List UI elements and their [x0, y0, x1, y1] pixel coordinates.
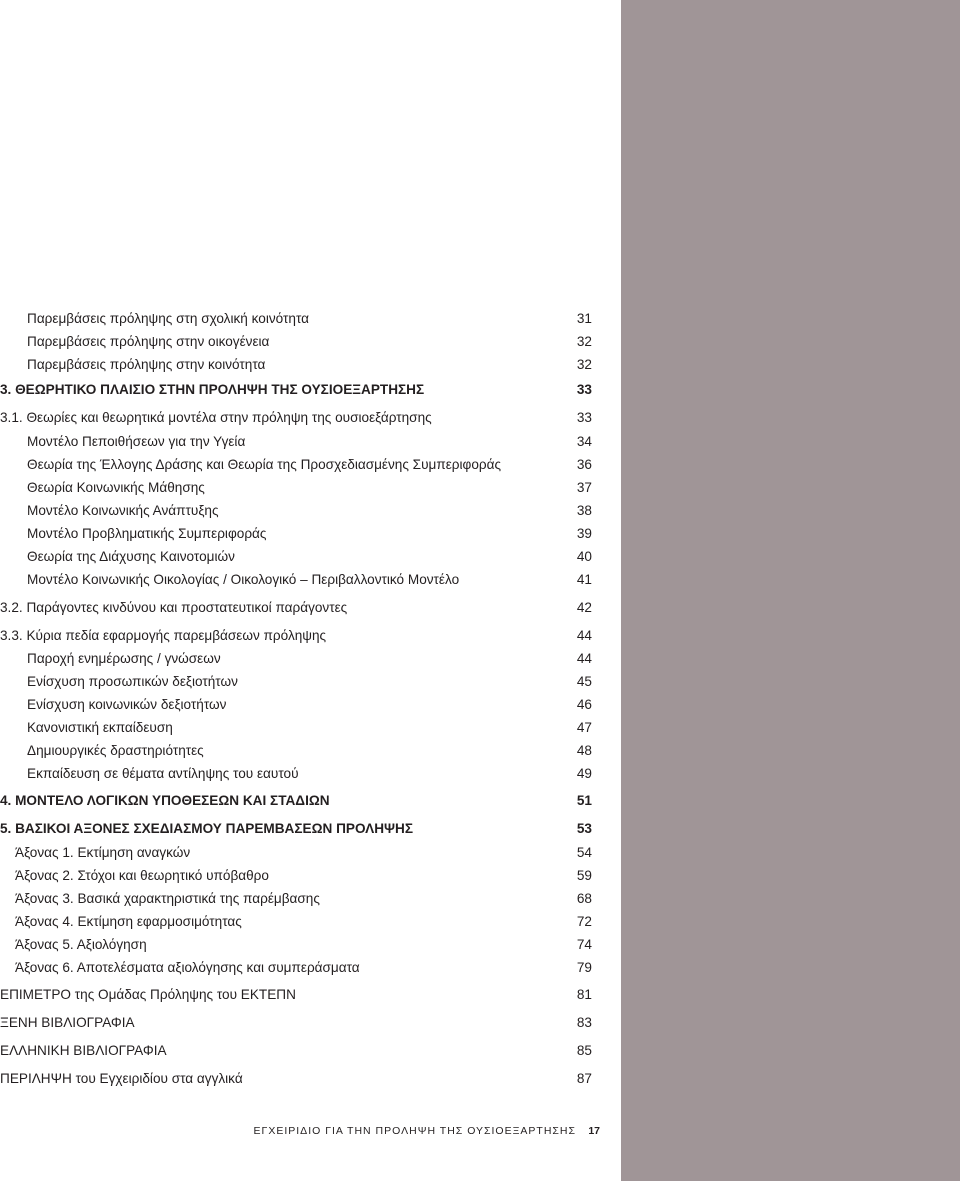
toc-entry-label: Άξονας 5. Αξιολόγηση: [15, 937, 147, 952]
toc-entry[interactable]: [0, 888, 592, 910]
toc-entry[interactable]: [0, 717, 592, 739]
running-title: ΕΓΧΕΙΡΙΔΙΟ ΓΙΑ ΤΗΝ ΠΡΟΛΗΨΗ ΤΗΣ ΟΥΣΙΟΕΞΑΡΤΗΣΗΣ: [253, 1125, 576, 1137]
toc-section[interactable]: [0, 597, 592, 619]
toc-entry[interactable]: [0, 694, 592, 716]
toc-entry-page: 38: [576, 503, 592, 518]
toc-entry-page: 79: [576, 960, 592, 975]
toc-chapter[interactable]: [0, 1040, 592, 1062]
toc-entry-page: 47: [576, 720, 592, 735]
toc-entry-page: 46: [576, 697, 592, 712]
toc-entry[interactable]: [0, 865, 592, 887]
toc-chapter-label: 5. ΒΑΣΙΚΟΙ ΑΞΟΝΕΣ ΣΧΕΔΙΑΣΜΟΥ ΠΑΡΕΜΒΑΣΕΩΝ ΠΡΟΛΗΨΗΣ: [0, 821, 414, 836]
toc-chapter-page: 87: [576, 1071, 592, 1086]
toc-chapter-page: 85: [576, 1043, 592, 1058]
toc-section-page: 44: [576, 628, 592, 643]
toc-entry[interactable]: [0, 934, 592, 956]
toc-entry-label: Παροχή ενημέρωσης / γνώσεων: [27, 651, 221, 666]
toc-entry[interactable]: [0, 671, 592, 693]
toc-chapter[interactable]: [0, 379, 592, 401]
toc-entry-page: 37: [576, 480, 592, 495]
toc-entry-label: Μοντέλο Προβληματικής Συμπεριφοράς: [27, 526, 267, 541]
toc-entry[interactable]: [0, 763, 592, 785]
toc-entry-page: 74: [576, 937, 592, 952]
toc-entry-label: Θεωρία της Διάχυσης Καινοτομιών: [27, 549, 235, 564]
toc-entry-page: 49: [576, 766, 592, 781]
toc-chapter-label: ΕΛΛΗΝΙΚΗ ΒΙΒΛΙΟΓΡΑΦΙΑ: [0, 1043, 167, 1058]
toc-entry[interactable]: [0, 546, 592, 568]
toc-chapter-label: 4. ΜΟΝΤΕΛΟ ΛΟΓΙΚΩΝ ΥΠΟΘΕΣΕΩΝ ΚΑΙ ΣΤΑΔΙΩΝ: [0, 793, 330, 808]
toc-entry-label: Ενίσχυση κοινωνικών δεξιοτήτων: [27, 697, 227, 712]
toc-section[interactable]: [0, 625, 592, 647]
toc-section-page: 33: [576, 410, 592, 425]
toc-section-label: 3.2. Παράγοντες κινδύνου και προστατευτικοί παράγοντες: [0, 600, 348, 615]
toc-entry-page: 36: [576, 457, 592, 472]
toc-entry-label: Μοντέλο Πεποιθήσεων για την Υγεία: [27, 434, 246, 449]
toc-entry-page: 32: [576, 357, 592, 372]
toc-entry-page: 72: [576, 914, 592, 929]
toc-entry-label: Θεωρία Κοινωνικής Μάθησης: [27, 480, 205, 495]
toc-entry-page: 40: [576, 549, 592, 564]
toc-chapter[interactable]: [0, 1012, 592, 1034]
toc-entry-page: 45: [576, 674, 592, 689]
toc-entry[interactable]: [0, 331, 592, 353]
toc-entry[interactable]: [0, 842, 592, 864]
toc-entry-page: 54: [576, 845, 592, 860]
toc-entry[interactable]: [0, 431, 592, 453]
toc-entry-label: Θεωρία της Έλλογης Δράσης και Θεωρία της Προσχεδιασμένης Συμπεριφοράς: [27, 457, 502, 472]
toc-chapter[interactable]: [0, 984, 592, 1006]
toc-entry[interactable]: [0, 308, 592, 330]
toc-entry[interactable]: [0, 740, 592, 762]
toc-entry-page: 41: [576, 572, 592, 587]
side-color-band: [621, 0, 960, 1181]
toc-section-label: 3.1. Θεωρίες και θεωρητικά μοντέλα στην πρόληψη της ουσιοεξάρτησης: [0, 410, 432, 425]
toc-entry[interactable]: [0, 911, 592, 933]
toc-chapter-label: ΞΕΝΗ ΒΙΒΛΙΟΓΡΑΦΙΑ: [0, 1015, 135, 1030]
toc-entry-page: 31: [576, 311, 592, 326]
toc-entry[interactable]: [0, 957, 592, 979]
toc-chapter-page: 83: [576, 1015, 592, 1030]
toc-entry-label: Άξονας 6. Αποτελέσματα αξιολόγησης και συμπεράσματα: [15, 960, 360, 975]
toc-chapter-label: 3. ΘΕΩΡΗΤΙΚΟ ΠΛΑΙΣΙΟ ΣΤΗΝ ΠΡΟΛΗΨΗ ΤΗΣ ΟΥΣΙΟΕΞΑΡΤΗΣΗΣ: [0, 382, 425, 397]
toc-entry-page: 59: [576, 868, 592, 883]
toc-entry-label: Δημιουργικές δραστηριότητες: [27, 743, 204, 758]
toc-entry-label: Άξονας 2. Στόχοι και θεωρητικό υπόβαθρο: [15, 868, 269, 883]
toc-chapter-page: 81: [576, 987, 592, 1002]
toc-entry[interactable]: [0, 500, 592, 522]
toc-entry-label: Παρεμβάσεις πρόληψης στην οικογένεια: [27, 334, 270, 349]
toc-entry-page: 34: [576, 434, 592, 449]
toc-chapter-page: 53: [576, 821, 592, 836]
toc-entry-label: Παρεμβάσεις πρόληψης στη σχολική κοινότητα: [27, 311, 309, 326]
toc-entry-label: Μοντέλο Κοινωνικής Ανάπτυξης: [27, 503, 219, 518]
toc-section[interactable]: [0, 407, 592, 429]
toc-entry[interactable]: [0, 454, 592, 476]
toc-entry-page: 48: [576, 743, 592, 758]
toc-chapter[interactable]: [0, 790, 592, 812]
toc-entry[interactable]: [0, 477, 592, 499]
page-footer: [250, 1122, 600, 1140]
toc-entry-label: Άξονας 4. Εκτίμηση εφαρμοσιμότητας: [15, 914, 242, 929]
toc-entry[interactable]: [0, 354, 592, 376]
toc-section-label: 3.3. Κύρια πεδία εφαρμογής παρεμβάσεων πρόληψης: [0, 628, 327, 643]
toc-entry-label: Παρεμβάσεις πρόληψης στην κοινότητα: [27, 357, 266, 372]
toc-entry[interactable]: [0, 523, 592, 545]
toc-chapter-label: ΕΠΙΜΕΤΡΟ της Ομάδας Πρόληψης του ΕΚΤΕΠΝ: [0, 987, 296, 1002]
toc-entry-label: Ενίσχυση προσωπικών δεξιοτήτων: [27, 674, 238, 689]
toc-chapter[interactable]: [0, 818, 592, 840]
toc-chapter-label: ΠΕΡΙΛΗΨΗ του Εγχειριδίου στα αγγλικά: [0, 1071, 243, 1086]
toc-entry[interactable]: [0, 569, 592, 591]
page-number: 17: [588, 1125, 600, 1137]
toc-chapter-page: 33: [576, 382, 592, 397]
toc-entry-page: 32: [576, 334, 592, 349]
toc-section-page: 42: [576, 600, 592, 615]
toc-entry-label: Άξονας 3. Βασικά χαρακτηριστικά της παρέμβασης: [15, 891, 320, 906]
toc-entry-label: Μοντέλο Κοινωνικής Οικολογίας / Οικολογικό – Περιβαλλοντικό Μοντέλο: [27, 572, 460, 587]
toc-entry-label: Εκπαίδευση σε θέματα αντίληψης του εαυτού: [27, 766, 299, 781]
toc-entry-label: Άξονας 1. Εκτίμηση αναγκών: [15, 845, 191, 860]
toc-entry-page: 44: [576, 651, 592, 666]
toc-chapter[interactable]: [0, 1068, 592, 1090]
toc-entry-page: 39: [576, 526, 592, 541]
toc-chapter-page: 51: [576, 793, 592, 808]
toc-entry[interactable]: [0, 648, 592, 670]
toc-entry-page: 68: [576, 891, 592, 906]
toc-entry-label: Κανονιστική εκπαίδευση: [27, 720, 173, 735]
